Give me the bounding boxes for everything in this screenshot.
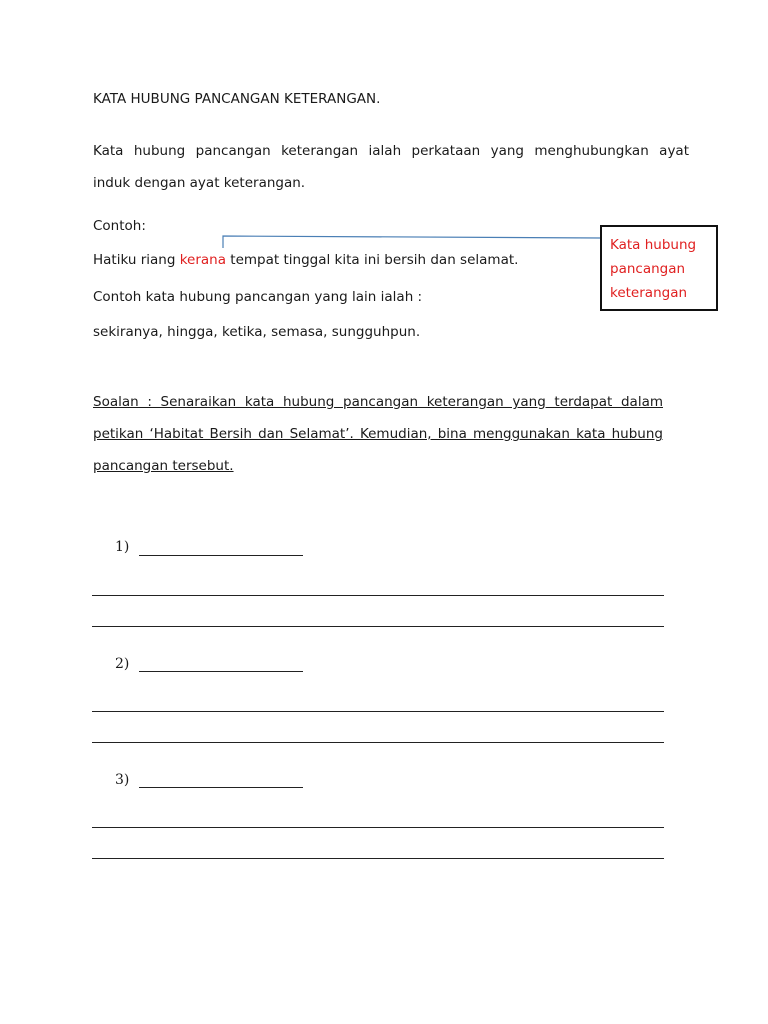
definition-line-2: induk dengan ayat keterangan. [93,175,306,191]
question-line-2: petikan ‘Habitat Bersih dan Selamat’. Kemudian, bina menggunakan kata hubung [93,426,663,442]
question-line-3: pancangan tersebut. [93,458,234,474]
callout-line-3: keterangan [610,285,688,301]
example-sentence [93,251,518,269]
answer-number-2: 2) [115,656,130,672]
callout-line-1: Kata hubung [610,237,697,253]
answer-1-line-2[interactable] [92,626,664,627]
answer-number-3: 3) [115,772,130,788]
other-examples-intro: Contoh kata hubung pancangan yang lain ialah : [93,289,423,305]
callout-box [600,225,718,311]
answer-3-short-blank[interactable] [139,787,303,788]
example-sentence-start: Hatiku riang [93,252,180,268]
definition-line-1: Kata hubung pancangan keterangan ialah perkataan yang menghubungkan ayat [93,143,689,159]
answer-1-short-blank[interactable] [139,555,303,556]
connector-line [215,228,605,250]
definition-paragraph [93,135,689,199]
answer-3-line-1[interactable] [92,827,664,828]
example-sentence-end: tempat tinggal kita ini bersih dan selamat. [226,252,519,268]
highlight-word: kerana [179,252,227,268]
other-examples-list: sekiranya, hingga, ketika, semasa, sungguhpun. [93,324,421,340]
answer-2-line-2[interactable] [92,742,664,743]
answer-1-line-1[interactable] [92,595,664,596]
example-label: Contoh: [93,218,146,234]
page-title: KATA HUBUNG PANCANGAN KETERANGAN. [93,91,381,107]
answer-3-line-2[interactable] [92,858,664,859]
callout-line-2: pancangan [610,261,686,277]
answer-2-short-blank[interactable] [139,671,303,672]
question-paragraph [93,386,663,482]
question-line-1: Soalan : Senaraikan kata hubung pancangan keterangan yang terdapat dalam [93,394,663,410]
answer-number-1: 1) [115,539,130,555]
answer-2-line-1[interactable] [92,711,664,712]
